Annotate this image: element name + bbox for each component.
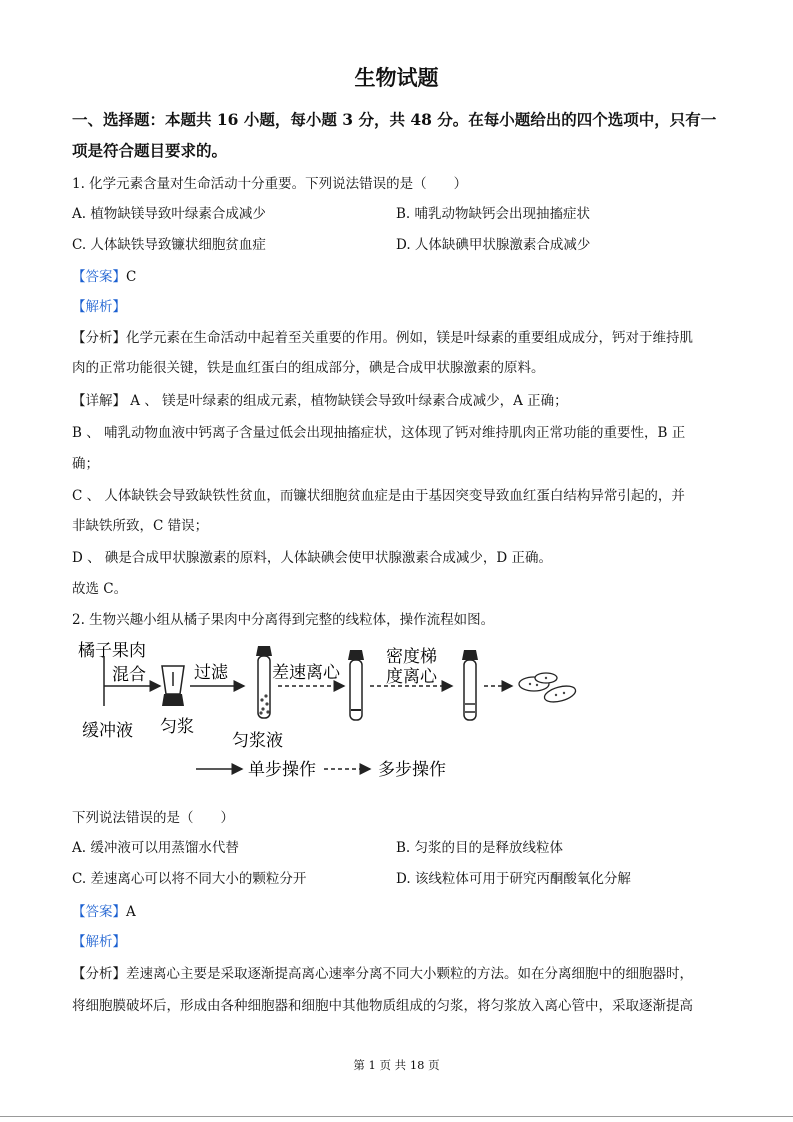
detail-a-text: A 、 镁是叶绿素的组成元素，植物缺镁会导致叶绿素合成减少，A 正确； [126, 393, 568, 409]
answer-tag: 【答案】 [72, 269, 126, 285]
q1-analysis-tag: 【解析】 [72, 299, 126, 315]
answer-tag: 【答案】 [72, 904, 126, 920]
q2-option-d: D. 该线粒体可用于研究丙酮酸氧化分解 [396, 871, 631, 887]
label-orange-pulp: 橘子果肉 [78, 641, 146, 661]
q1-detail-a [72, 389, 568, 409]
q1-fenxi-line1 [72, 326, 693, 346]
legend-single-step: 单步操作 [248, 760, 316, 780]
test-tube-icon [348, 650, 364, 720]
test-tube-icon [256, 646, 272, 718]
q2-stem: 2. 生物兴趣小组从橘子果肉中分离得到完整的线粒体，操作流程如图。 [72, 612, 495, 628]
q1-detail-d: D 、 碘是合成甲状腺激素的原料，人体缺碘会使甲状腺激素合成减少，D 正确。 [72, 550, 553, 566]
section-heading-line2: 项是符合题目要求的。 [72, 141, 228, 160]
q2-fenxi-line1 [72, 962, 693, 982]
label-differential-centrifugation: 差速离心 [272, 663, 340, 683]
page-bottom-divider [0, 1116, 793, 1117]
q2-question: 下列说法错误的是（ ） [72, 810, 234, 826]
fenxi-tag: 【分析】 [72, 966, 126, 982]
fenxi-text: 化学元素在生命活动中起着至关重要的作用。例如，镁是叶绿素的重要组成成分，钙对于维持肌 [126, 330, 693, 346]
label-density-gradient-2: 度离心 [386, 667, 437, 687]
page-title: 生物试题 [354, 65, 439, 90]
page-footer: 第 1 页 共 18 页 [353, 1058, 440, 1072]
q1-fenxi-line2: 肉的正常功能很关键，铁是血红蛋白的组成部分，碘是合成甲状腺激素的原料。 [72, 360, 545, 376]
q2-option-a: A. 缓冲液可以用蒸馏水代替 [72, 840, 239, 856]
xiangjie-tag: 【详解】 [72, 393, 126, 409]
label-homogenate: 匀浆液 [232, 731, 283, 751]
q1-detail-c1: C 、 人体缺铁会导致缺铁性贫血，而镰状细胞贫血症是由于基因突变导致血红蛋白结构异常引起的，并 [72, 488, 685, 504]
q2-answer [72, 900, 136, 920]
q2-fenxi-line2: 将细胞膜破坏后，形成由各种细胞器和细胞中其他物质组成的匀浆，将匀浆放入离心管中，采取逐渐提高 [72, 998, 693, 1014]
q1-detail-b1: B 、 哺乳动物血液中钙离子含量过低会出现抽搐症状，这体现了钙对维持肌肉正常功能的重要性，B 正 [72, 425, 686, 441]
mitochondria-isolation-flowchart [72, 638, 592, 788]
test-tube-icon [462, 650, 478, 720]
q2-analysis-tag: 【解析】 [72, 934, 126, 950]
answer-value: C [126, 269, 137, 285]
q1-conclusion: 故选 C。 [72, 581, 128, 597]
fenxi-tag: 【分析】 [72, 330, 126, 346]
q1-answer [72, 265, 136, 285]
q1-option-b: B. 哺乳动物缺钙会出现抽搐症状 [396, 206, 591, 222]
q2-option-c: C. 差速离心可以将不同大小的颗粒分开 [72, 871, 307, 887]
q1-option-a: A. 植物缺镁导致叶绿素合成减少 [72, 206, 266, 222]
legend-multi-step: 多步操作 [378, 760, 446, 780]
answer-value: A [126, 904, 136, 920]
q1-stem: 1. 化学元素含量对生命活动十分重要。下列说法错误的是（ ） [72, 176, 468, 192]
label-filter: 过滤 [194, 663, 228, 683]
label-density-gradient-1: 密度梯 [386, 647, 437, 667]
q1-option-d: D. 人体缺碘甲状腺激素合成减少 [396, 237, 591, 253]
label-homogenize: 匀浆 [160, 717, 194, 737]
q1-option-c: C. 人体缺铁导致镰状细胞贫血症 [72, 237, 266, 253]
section-heading-line1: 一、选择题：本题共 16 小题，每小题 3 分，共 48 分。在每小题给出的四个选项中，只有一 [72, 110, 717, 129]
label-mix: 混合 [112, 665, 146, 685]
q2-option-b: B. 匀浆的目的是释放线粒体 [396, 840, 564, 856]
q1-detail-c2: 非缺铁所致，C 错误； [72, 518, 209, 534]
label-buffer: 缓冲液 [82, 721, 133, 741]
q1-detail-b2: 确； [72, 456, 99, 472]
fenxi-text: 差速离心主要是采取逐渐提高离心速率分离不同大小颗粒的方法。如在分离细胞中的细胞器时， [126, 966, 693, 982]
blender-icon [162, 666, 184, 706]
mitochondria-icon [519, 673, 577, 705]
